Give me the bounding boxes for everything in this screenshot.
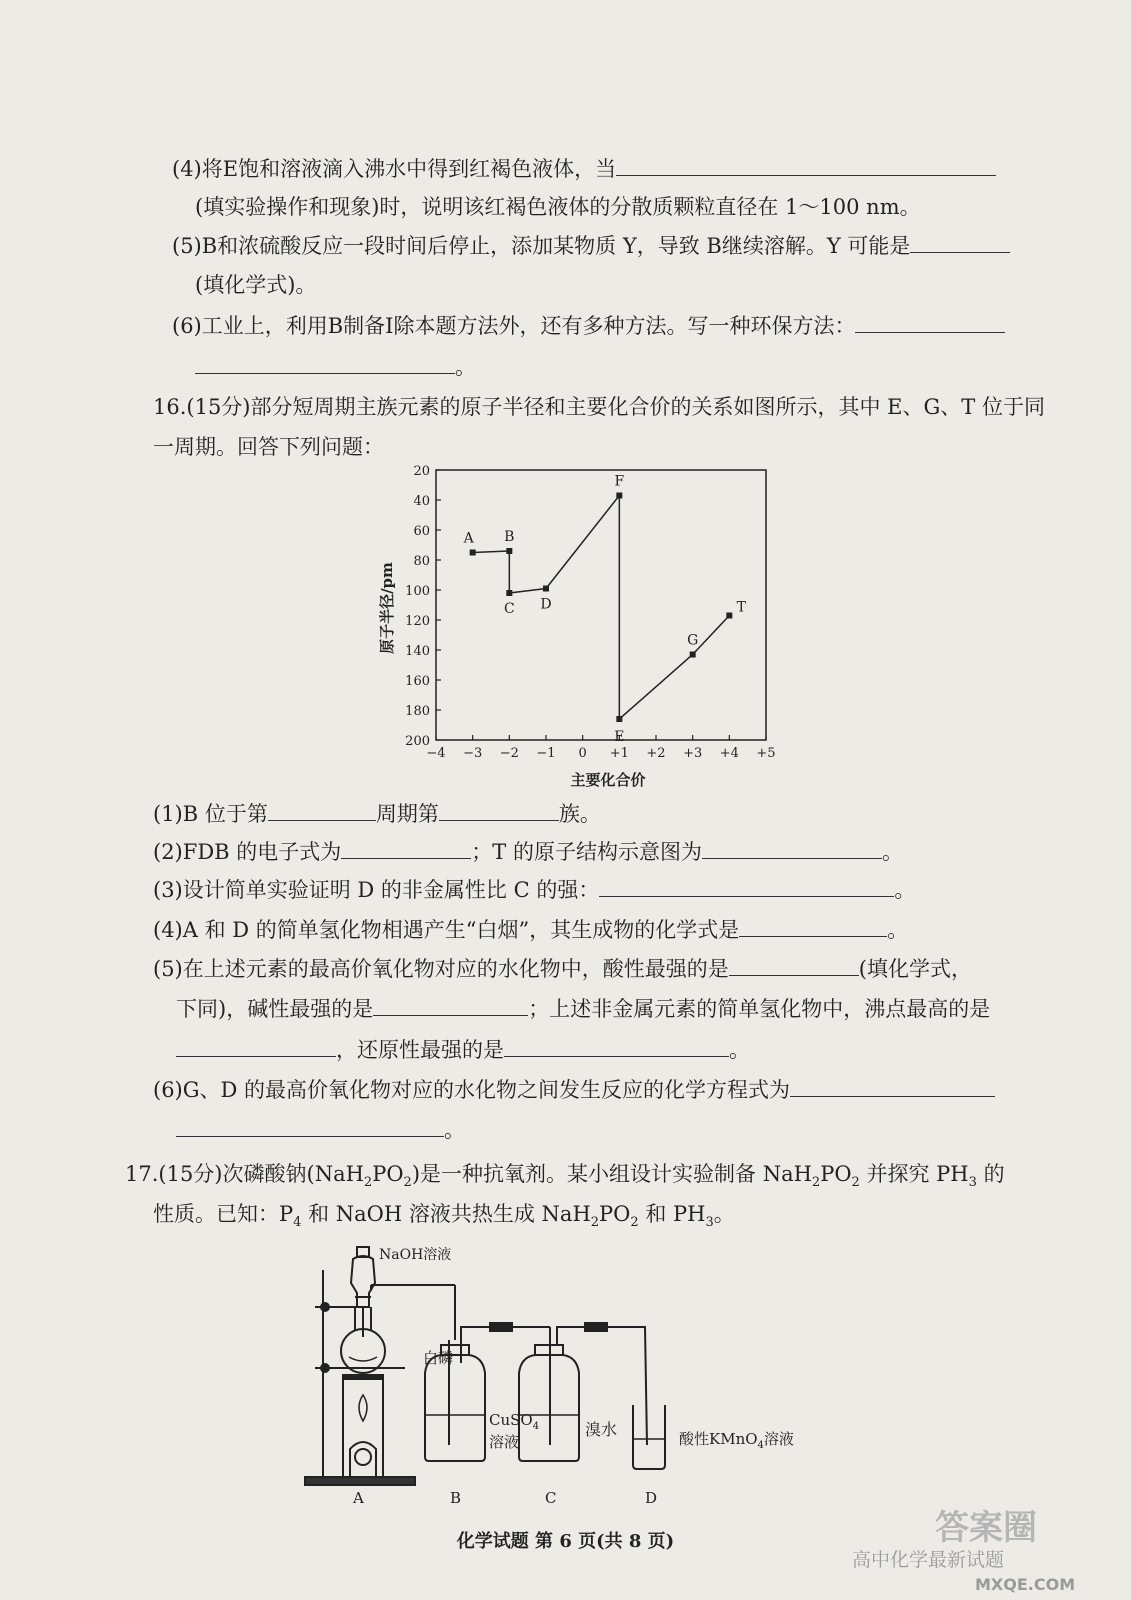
q16-sub6-line2: 。 <box>176 1116 465 1144</box>
watermark-logo: 答案圈 <box>935 1508 1037 1548</box>
x-tick-label: −4 <box>426 746 446 761</box>
data-point-B <box>506 548 512 554</box>
chart-frame <box>436 470 766 740</box>
q17-stem-line1: 17.(15分)次磷酸钠$(NaH_2PO_2)$是一种抗氧剂。某小组设计实验制备 $NaH_2PO_2$ 并探究 $PH_3$ 的 <box>125 1162 1005 1191</box>
beaker-D <box>633 1405 665 1469</box>
watermark-wechat: 高中化学最新试题 <box>852 1549 1005 1571</box>
q16-sub4: (4)A 和 D 的简单氢化物相遇产生“白烟”，其生成物的化学式是 。 <box>153 918 909 942</box>
answer-blank[interactable] <box>702 838 882 859</box>
q15-part5-line1: (5)B和浓硫酸反应一段时间后停止，添加某物质 Y，导致 B继续溶解。Y 可能是 <box>172 232 1010 260</box>
page-footer: 化学试题 第 6 页(共 8 页) <box>456 1531 675 1552</box>
label-naoh: NaOH溶液 <box>379 1247 452 1263</box>
chart-x-axis-label: 主要化合价 <box>570 771 646 789</box>
data-label-B: B <box>504 529 515 545</box>
y-tick-label: 100 <box>405 584 430 599</box>
q15-part4-line1: (4)将E饱和溶液滴入沸水中得到红褐色液体，当 <box>172 155 996 183</box>
q16-sub3: (3)设计简单实验证明 D 的非金属性比 C 的强： 。 <box>153 878 916 902</box>
answer-blank[interactable] <box>176 1116 444 1137</box>
q16-sub6-line1: (6)G、D 的最高价氧化物对应的水化物之间发生反应的化学方程式为 <box>153 1076 995 1104</box>
answer-blank[interactable] <box>268 800 376 821</box>
y-tick-label: 40 <box>413 494 430 509</box>
label-A: A <box>353 1489 364 1507</box>
answer-blank[interactable] <box>504 1036 729 1057</box>
label-bromine-water: 溴水 <box>585 1420 618 1439</box>
y-tick-label: 200 <box>405 734 430 749</box>
x-tick-label: +1 <box>609 746 629 761</box>
answer-blank[interactable] <box>599 876 894 897</box>
answer-blank[interactable] <box>373 995 528 1016</box>
x-tick-label: +2 <box>646 746 666 761</box>
y-tick-label: 20 <box>413 464 430 479</box>
q16-sub5-line2: 下同)，碱性最强的是 ；上述非金属元素的简单氢化物中，沸点最高的是 <box>176 997 991 1021</box>
y-tick-label: 120 <box>405 614 430 629</box>
data-label-A: A <box>463 530 474 547</box>
q16-stem-line2: 一周期。回答下列问题： <box>153 435 384 459</box>
q15-part6-line1: (6)工业上，利用B制备Ⅰ除本题方法外，还有多种方法。写一种环保方法： <box>172 312 1005 340</box>
answer-blank[interactable] <box>729 955 859 976</box>
y-tick-label: 160 <box>405 674 430 689</box>
chart-axes <box>405 464 775 761</box>
q15-part4-line2: (填实验操作和现象)时，说明该红褐色液体的分散质颗粒直径在 1～100 nm。 <box>195 195 921 219</box>
y-tick-label: 140 <box>405 644 430 659</box>
y-tick-label: 60 <box>413 524 430 539</box>
data-label-E: E <box>614 729 625 745</box>
q15-part5-line2: (填化学式)。 <box>195 273 317 297</box>
radius-valence-chart <box>370 460 790 795</box>
answer-blank[interactable] <box>855 312 1005 333</box>
label-C: C <box>545 1489 557 1507</box>
q16-stem-line1: 16.(15分)部分短周期主族元素的原子半径和主要化合价的关系如图所示，其中 E、G、T 位于同 <box>153 395 1045 419</box>
label-B: B <box>450 1489 462 1507</box>
answer-blank[interactable] <box>439 800 559 821</box>
label-white-phosphorus: 白磷 <box>423 1349 454 1367</box>
data-label-T: T <box>736 599 747 616</box>
data-point-C <box>506 590 512 596</box>
wash-bottle-C <box>519 1327 647 1461</box>
data-label-G: G <box>687 632 699 649</box>
chart-y-axis-label: 原子半径/pm <box>378 562 396 654</box>
data-point-E <box>616 716 622 722</box>
q16-sub1: (1)B 位于第 周期第 族。 <box>153 802 601 826</box>
data-label-D: D <box>540 596 552 613</box>
y-tick-label: 80 <box>413 554 430 569</box>
data-label-C: C <box>503 601 515 617</box>
q17-stem-line2: 性质。已知：$P_4$ 和 NaOH 溶液共热生成 $NaH_2PO_2$ 和 $PH_3$。 <box>153 1202 735 1231</box>
data-point-D <box>543 586 549 592</box>
x-tick-label: 0 <box>578 746 587 761</box>
wash-bottle-B <box>425 1327 550 1461</box>
answer-blank[interactable] <box>790 1076 995 1097</box>
answer-blank[interactable] <box>341 838 471 859</box>
apparatus-diagram <box>295 1245 825 1510</box>
x-tick-label: −2 <box>499 746 519 761</box>
label-D: D <box>645 1489 658 1507</box>
x-tick-label: +4 <box>719 746 739 761</box>
answer-blank[interactable] <box>195 353 455 374</box>
x-tick-label: −3 <box>463 746 483 761</box>
x-tick-label: −1 <box>536 746 556 761</box>
y-tick-label: 180 <box>405 704 430 719</box>
x-tick-label: +3 <box>683 746 703 761</box>
label-kmno4: 酸性KMnO$_4$溶液 <box>679 1430 794 1451</box>
label-cuso4: CuSO$_4$ <box>489 1411 540 1432</box>
label-cuso4-solution: 溶液 <box>489 1433 520 1451</box>
data-label-F: F <box>614 473 625 490</box>
alcohol-lamp <box>343 1375 383 1477</box>
answer-blank[interactable] <box>616 155 996 176</box>
q16-sub5-line1: (5)在上述元素的最高价氧化物对应的水化物中，酸性最强的是 (填化学式， <box>153 957 972 981</box>
watermark-site: MXQE.COM <box>975 1575 1076 1594</box>
q15-part6-line2: 。 <box>195 353 476 381</box>
data-point-T <box>726 613 732 619</box>
answer-blank[interactable] <box>910 232 1010 253</box>
answer-blank[interactable] <box>176 1036 336 1057</box>
q16-sub2: (2)FDB 的电子式为 ；T 的原子结构示意图为 。 <box>153 840 903 864</box>
data-point-A <box>470 550 476 556</box>
x-tick-label: +5 <box>756 746 776 761</box>
answer-blank[interactable] <box>739 916 887 937</box>
data-point-F <box>616 493 622 499</box>
q16-sub5-line3: ，还原性最强的是 。 <box>176 1036 750 1064</box>
data-point-G <box>690 652 696 658</box>
